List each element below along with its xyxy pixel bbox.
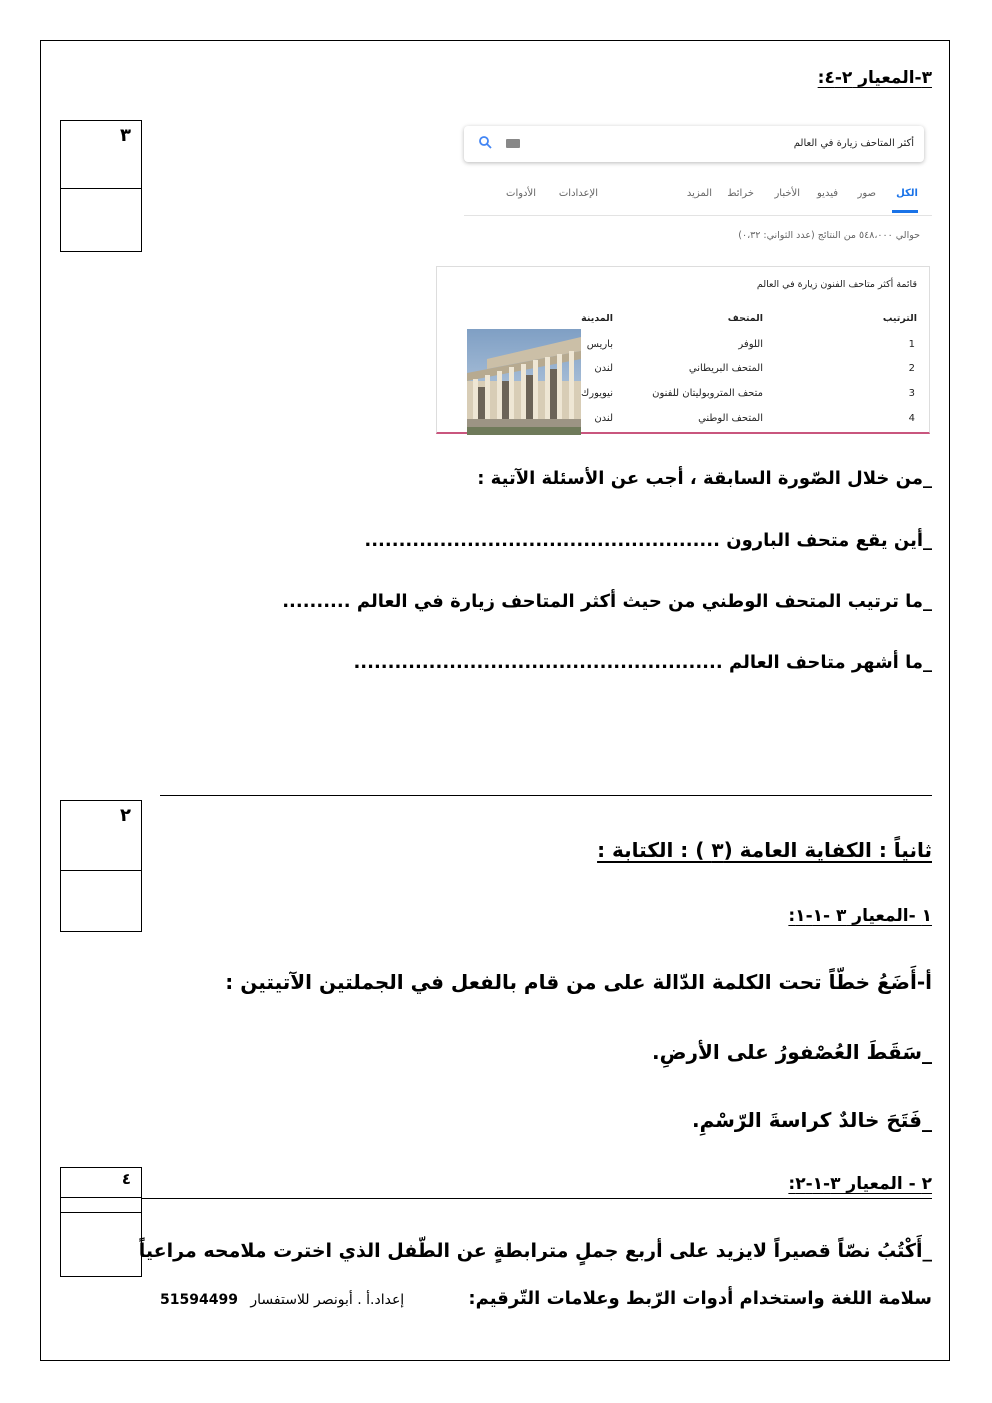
task-b-instruction-line-1: _أَكْتُبُ نصّاً قصيراً لايزيد على أربع جملٍ مترابطةٍ عن الطّفل الذي اخترت ملامحه مراعياً xyxy=(138,1240,932,1262)
table-cell-city: باريس xyxy=(586,339,613,350)
footer-credit: إعداد.أ . أبونصر للاستفسار xyxy=(250,1292,405,1308)
british-museum-image xyxy=(467,329,581,435)
sentence-2: _فَتَحَ خالدٌ كراسةَ الرّسْمِ. xyxy=(691,1108,932,1132)
result-table-card xyxy=(436,266,930,434)
criterion-heading-3-1-1: ١ -المعيار ٣ -١-١: xyxy=(788,906,932,926)
section-divider xyxy=(160,795,932,796)
table-cell-city: نيويورك xyxy=(581,388,613,399)
search-icon[interactable] xyxy=(478,135,492,149)
criterion-heading-2-4: ٣-المعيار ٢-٤: xyxy=(817,68,932,88)
column-header-museum: المتحف xyxy=(727,313,763,324)
search-tabs xyxy=(474,184,924,214)
table-cell-rank: 2 xyxy=(908,363,915,374)
table-title[interactable]: قائمة أكثر متاحف الفنون زيارة في العالم xyxy=(756,279,917,290)
tab-tools[interactable]: الأدوات xyxy=(506,188,536,199)
tab-news[interactable]: الأخبار xyxy=(774,188,800,199)
table-cell-city: لندن xyxy=(594,413,613,424)
score-box-3 xyxy=(60,1167,142,1277)
task-a-instruction: أ-أَضَعُ خطّاً تحت الكلمة الدّالة على من قام بالفعل في الجملتين الآتيتين : xyxy=(225,970,932,994)
tab-images[interactable]: صور xyxy=(857,188,876,199)
question-1: _أين يقع متحف البارون .................................................... xyxy=(364,530,932,551)
tab-all[interactable]: الكل xyxy=(896,188,918,199)
table-cell-museum[interactable]: المتحف البريطاني xyxy=(688,363,763,374)
question-3: _ما أشهر متاحف العالم ...................................................... xyxy=(353,652,932,673)
results-count: حوالي ٥٤٨،٠٠٠ من النتائج (عدد الثواني: ٠،٣٢) xyxy=(738,230,920,241)
score-box-1 xyxy=(60,120,142,252)
table-cell-city: لندن xyxy=(594,363,613,374)
score-max-1: ٣ xyxy=(61,121,141,189)
keyboard-icon[interactable] xyxy=(506,139,520,148)
criterion-2-divider xyxy=(142,1198,932,1199)
table-cell-rank: 3 xyxy=(908,388,915,399)
question-2: _ما ترتيب المتحف الوطني من حيث أكثر المتاحف زيارة في العالم .......... xyxy=(282,591,932,612)
table-cell-rank: 1 xyxy=(908,339,915,350)
table-cell-museum[interactable]: متحف المتروبوليتان للفنون xyxy=(652,388,763,399)
score-max-2: ٢ xyxy=(61,801,141,871)
writing-section-heading: ثانياً : الكفاية العامة (٣ ) : الكتابة : xyxy=(597,838,932,862)
search-query: أكثر المتاحف زيارة في العالم xyxy=(793,138,914,149)
score-box-3-divider xyxy=(61,1198,141,1213)
museum-photo[interactable] xyxy=(467,329,581,435)
column-header-city: المدينة xyxy=(581,313,613,324)
tab-settings[interactable]: الإعدادات xyxy=(558,188,598,199)
score-max-3: ٤ xyxy=(61,1168,141,1198)
search-bar[interactable] xyxy=(464,126,924,162)
criterion-heading-3-1-2: ٢ - المعيار ٣-١-٢: xyxy=(788,1174,932,1194)
sentence-1: _سَقَطَ العُصْفورُ على الأرضِ. xyxy=(652,1040,932,1064)
tabs-divider xyxy=(464,215,932,216)
active-tab-indicator xyxy=(892,210,918,213)
search-screenshot xyxy=(434,120,932,438)
table-cell-museum[interactable]: المتحف الوطني xyxy=(698,413,763,424)
table-cell-museum[interactable]: اللوفر xyxy=(738,339,763,350)
table-cell-rank: 4 xyxy=(908,413,915,424)
score-box-2 xyxy=(60,800,142,932)
footer-phone: 51594499 xyxy=(160,1292,238,1308)
column-header-rank: الترتيب xyxy=(882,313,917,324)
task-b-instruction-line-2: سلامة اللغة واستخدام أدوات الرّبط وعلامات التّرقيم: xyxy=(468,1288,932,1309)
tab-videos[interactable]: فيديو xyxy=(817,188,838,199)
tab-more[interactable]: المزيد xyxy=(686,188,712,199)
questions-intro: _من خلال الصّورة السابقة ، أجب عن الأسئلة الآتية : xyxy=(477,468,932,489)
tab-maps[interactable]: خرائط xyxy=(727,188,754,199)
footer-credit-block xyxy=(160,1292,404,1308)
